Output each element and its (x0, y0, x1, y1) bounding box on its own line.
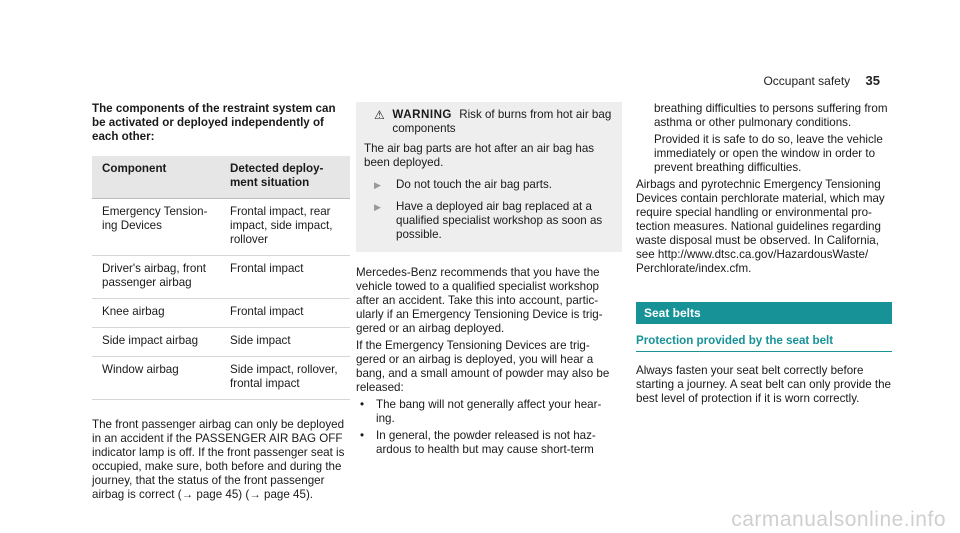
section-title: Occupant safety (763, 74, 851, 88)
table-cell: Side impact, rollover, frontal impact (220, 357, 350, 400)
section-bar-seat-belts: Seat belts (636, 302, 892, 324)
table-header-component: Component (92, 156, 220, 199)
arrow-right-icon: ▶ (374, 180, 381, 190)
bullet-icon: • (360, 398, 365, 411)
list-item-text: In general, the powder released is not haz- ardous to health but may cause short-term (376, 429, 596, 456)
table-header-situation: Detected deploy- ment situation (220, 156, 350, 199)
column-right (636, 102, 892, 409)
table-cell: Emergency Tension- ing Devices (92, 199, 220, 256)
table-cell: Side impact airbag (92, 328, 220, 357)
table-row (92, 299, 350, 328)
effects-list (356, 398, 622, 457)
perchlorate-paragraph: Airbags and pyrotechnic Emergency Tensioning Devices contain perchlorate material, which may require special handling or environmental pro- tection measures. National guidelines regarding waste disposal must be observed. In California, see http://www.dtsc.ca.gov/HazardousWaste/ Perchlorate/index.cfm. (636, 178, 885, 275)
page-header (763, 74, 880, 88)
table-cell: Side impact (220, 328, 350, 357)
intro-heading: The components of the restraint system can be activated or deployed independently of each other: (92, 102, 336, 143)
towing-paragraph: Mercedes-Benz recommends that you have the vehicle towed to a qualified specialist workshop after an accident. Take this into account, partic- ularly if an Emergency Tensioning Device is trig- gered or an airbag deployed. (356, 266, 603, 335)
continuation-text-2: Provided it is safe to do so, leave the vehicle immediately or open the window in order to prevent breathing difficulties. (654, 133, 883, 174)
table-row (92, 357, 350, 400)
passenger-airbag-paragraph: The front passenger airbag can only be deployed in an accident if the PASSENGER AIR BAG OFF indicator lamp is off. If the front passenger seat is occupied, make sure, both before and during the journey, that the status of the front passenger airbag is correct (→ page 45) (→ page 45). (92, 418, 345, 501)
warning-step-text: Have a deployed air bag replaced at a qualified specialist workshop as soon as possible. (396, 200, 603, 241)
arrow-right-icon: ▶ (374, 202, 381, 212)
table-header-row (92, 156, 350, 199)
warning-body: The air bag parts are hot after an air bag has been deployed. (364, 142, 595, 169)
table-cell: Frontal impact (220, 299, 350, 328)
warning-header (364, 108, 614, 136)
warning-box (356, 102, 622, 252)
continuation-text: breathing difficulties to persons suffering from asthma or other pulmonary conditions. (654, 102, 888, 129)
table-cell: Frontal impact (220, 256, 350, 299)
warning-subtitle: Risk of burns from hot air bag components (392, 108, 612, 135)
table-row (92, 256, 350, 299)
table-cell: Frontal impact, rear impact, side impact, rollover (220, 199, 350, 256)
column-middle (356, 102, 622, 460)
warning-title: WARNING (392, 108, 452, 121)
list-item-text: The bang will not generally affect your hear- ing. (376, 398, 602, 425)
seatbelt-paragraph: Always fasten your seat belt correctly before starting a journey. A seat belt can only provide the best level of protection if it is worn correctly. (636, 364, 892, 405)
list-item (356, 429, 622, 457)
subheading-protection: Protection provided by the seat belt (636, 334, 892, 352)
warning-step (364, 178, 614, 192)
page-number: 35 (865, 73, 880, 88)
components-table (92, 156, 350, 400)
watermark: carmanualsonline.info (731, 508, 946, 531)
bullet-icon: • (360, 429, 365, 442)
list-item (356, 398, 622, 426)
table-row (92, 199, 350, 256)
warning-step (364, 200, 614, 242)
deployment-paragraph: If the Emergency Tensioning Devices are trig- gered or an airbag is deployed, you will hear a bang, and a small amount of powder may also be released: (356, 339, 610, 394)
table-row (92, 328, 350, 357)
table-cell: Driver's airbag, front passenger airbag (92, 256, 220, 299)
table-cell: Window airbag (92, 357, 220, 400)
warning-triangle-icon: ⚠ (374, 108, 385, 122)
column-left (92, 102, 350, 505)
warning-step-text: Do not touch the air bag parts. (396, 178, 552, 191)
table-cell: Knee airbag (92, 299, 220, 328)
